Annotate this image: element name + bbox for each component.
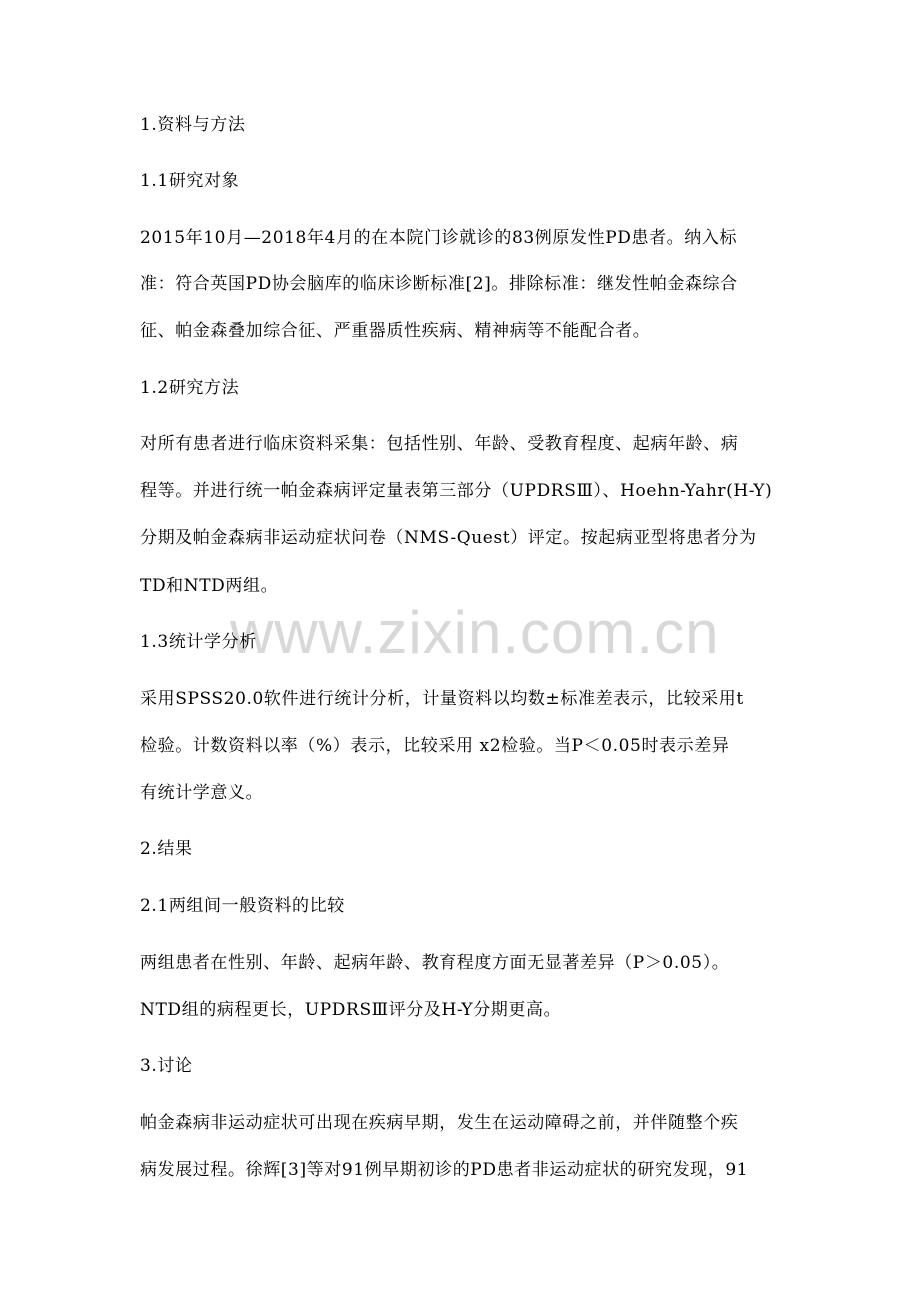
paragraph-line: 分期及帕金森病非运动症状问卷（NMS-Quest）评定。按起病亚型将患者分为 [140,528,757,548]
subsection-heading-methods: 1.2研究方法 [140,378,240,398]
paragraph-line: 准：符合英国PD协会脑库的临床诊断标准[2]。排除标准：继发性帕金森综合 [140,274,738,294]
paragraph-line: 程等。并进行统一帕金森病评定量表第三部分（UPDRSⅢ）、Hoehn-Yahr(H-Y) [140,481,773,501]
subsection-heading-subjects: 1.1研究对象 [140,171,240,191]
paragraph-line: NTD组的病程更长，UPDRSⅢ评分及H-Y分期更高。 [140,1000,562,1020]
paragraph-line: 征、帕金森叠加综合征、严重器质性疾病、精神病等不能配合者。 [140,321,651,341]
paragraph-line: 帕金森病非运动症状可出现在疾病早期，发生在运动障碍之前，并伴随整个疾 [140,1113,739,1133]
section-heading-results: 2.结果 [140,839,193,859]
paragraph-line: 对所有患者进行临床资料采集：包括性别、年龄、受教育程度、起病年龄、病 [140,434,739,454]
paragraph-line: 检验。计数资料以率（%）表示，比较采用 x2检验。当P＜0.05时表示差异 [140,736,730,756]
paragraph-line: 有统计学意义。 [140,783,264,803]
section-heading-discussion: 3.讨论 [140,1056,193,1076]
paragraph-line: 2015年10月—2018年4月的在本院门诊就诊的83例原发性PD患者。纳入标 [140,228,738,248]
subsection-heading-statistics: 1.3统计学分析 [140,632,257,652]
section-heading-methods: 1.资料与方法 [140,115,246,135]
paragraph-line: 两组患者在性别、年龄、起病年龄、教育程度方面无显著差异（P＞0.05）。 [140,953,730,973]
subsection-heading-comparison: 2.1两组间一般资料的比较 [140,896,345,916]
paragraph-line: 采用SPSS20.0软件进行统计分析，计量资料以均数±标准差表示，比较采用t [140,689,744,709]
paragraph-line: 病发展过程。徐辉[3]等对91例早期初诊的PD患者非运动症状的研究发现，91 [140,1160,749,1180]
watermark-text: www.zixin.com.cn [230,599,720,666]
paragraph-line: TD和NTD两组。 [140,576,279,596]
